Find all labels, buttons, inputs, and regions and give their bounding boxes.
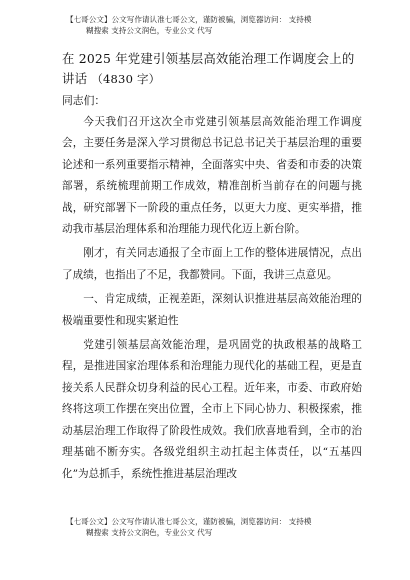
footer-note-line2: 糊搜索 支持公文润色，专业公文 代写	[86, 528, 213, 537]
footer-watermark-note	[66, 516, 366, 538]
header-watermark-note	[66, 14, 366, 36]
speech-body	[62, 112, 362, 488]
paragraph-transition: 刚才，有关同志通报了全市面上工作的整体进展情况，点出了成绩，也指出了不足，我都赞同。下面，我讲三点意见。	[62, 247, 362, 281]
section-heading-one: 一、肯定成绩，正视差距，深刻认识推进基层高效能治理的极端重要性和现实紧迫性	[62, 293, 362, 327]
paragraph-intro: 今天我们召开这次全市党建引领基层高效能治理工作调度会，主要任务是深入学习贯彻总书记总书记关于基层治理的重要论述和一系列重要指示精神，全面落实中央、省委和市委的决策部署，系统梳理前期工作成效，精准剖析当前存在的问题与挑战，研究部署下一阶段的重点任务，以更大力度、更实举措，推动我市基层治理体系和治理能力现代化迈上新台阶。	[62, 116, 362, 236]
header-note-line2: 糊搜索 支持公文润色，专业公文 代写	[86, 26, 213, 35]
footer-note-line1: 【七哥公文】公文写作请认准七哥公文，谨防被骗，浏览器访问： 支持模	[66, 517, 312, 526]
document-title	[62, 49, 362, 89]
title-word-count: （4830 字）	[91, 72, 161, 86]
salutation: 同志们：	[62, 94, 106, 107]
title-text: 在 2025 年党建引领基层高效能治理工作调度会上的讲话	[62, 51, 355, 86]
paragraph-section-one: 党建引领基层高效能治理，是巩固党的执政根基的战略工程，是推进国家治理体系和治理能力现代化的基础工程，更是直接关系人民群众切身利益的民心工程。近年来，市委、市政府始终将这项工作摆在突出位置，全市上下同心协力、积极探索，推动基层治理工作取得了阶段性成效。我们欣喜地看到，全市的治理基础不断夯实。各级党组织主动扛起主体责任，以“五基四化”为总抓手，系统性推进基层治理改	[62, 339, 362, 480]
header-note-line1: 【七哥公文】公文写作请认准七哥公文，谨防被骗，浏览器访问： 支持模	[66, 15, 312, 24]
